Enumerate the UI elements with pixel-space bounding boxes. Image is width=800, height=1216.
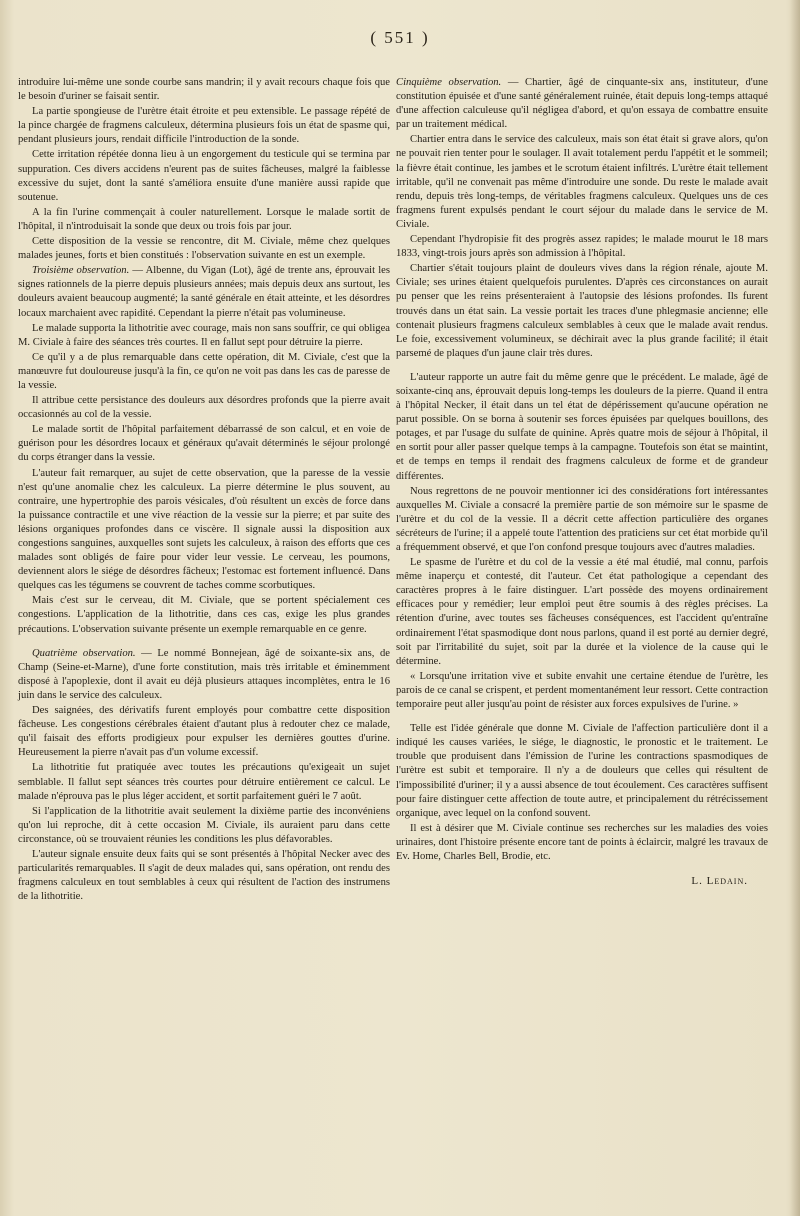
- left-column-paragraph: Il attribue cette persistance des douleurs aux désordres profonds que la pierre avait occasionnés au col de la vessie.: [18, 395, 390, 421]
- left-column-paragraph: Mais c'est sur le cerveau, dit M. Civiale, que se portent spécialement ces congestions. L'application de la lithotritie, dans ces cas, exige les plus grandes précautions. L'observation suivante présente un exemple remarquable en ce genre.: [18, 595, 390, 635]
- right-column-paragraph: Il est à désirer que M. Civiale continue ses recherches sur les maladies des voies urinaires, dont l'histoire présente encore tant de points à éclaircir, malgré les travaux de Ev. Home, Charles Bell, Brodie, etc.: [396, 822, 768, 862]
- left-column-paragraph: Quatrième observation. — Le nommé Bonnejean, âgé de soixante-six ans, de Champ (Seine-et-Marne), d'une forte constitution, mais très irritable et éminemment disposé à l'apoplexie, dont il avait eu déjà plusieurs attaques incomplètes, entra le 16 juin dans le service des calculeux.: [18, 647, 390, 701]
- paragraph-gap: [396, 362, 768, 371]
- right-column-paragraph: L'auteur rapporte un autre fait du même genre que le précédent. Le malade, âgé de soixante-cinq ans, éprouvait depuis long-temps les douleurs de la pierre. Quand il entra à l'hôpital Necker, il était dans un tel état de dépérissement qu'aucune opération ne parut possible. On se borna à soutenir ses forces épuisées par quelques bouillons, des potages, et par l'usage du sulfate de quinine. Après quatre mois de séjour à l'hôpital, il en sortit pour aller passer quelque temps à la campagne. Toutefois son état se maintint, et de temps en temps il rendait des fragmens calculeux de forme et de grandeur différentes.: [396, 371, 768, 482]
- author-signature: L. Ledain.: [691, 875, 748, 888]
- left-column-paragraph: Troisième observation. — Albenne, du Vigan (Lot), âgé de trente ans, éprouvait les signes rationnels de la pierre depuis plusieurs années; mais depuis deux ans surtout, les douleurs avaient beaucoup augmenté; la santé générale en était atteinte, et les désordres locaux marchaient avec rapidité. Cependant la pierre n'était pas volumineuse.: [18, 265, 390, 319]
- right-column-paragraph: Le spasme de l'urètre et du col de la vessie a été mal étudié, mal connu, parfois même inaperçu et contesté, dit l'auteur. Cet état pathologique a cependant des caractères propres à le faire distinguer. L'art possède des moyens ordinairement efficaces pour y remédier; leur emploi peut être soumis à des règles précises. La rétention d'urine, avec toutes ses fâcheuses conséquences, est l'accident qu'entraîne ordinairement l'état spasmodique dont nous parlons, quand il est porté au dernier degré, soit par l'irritabilité du sujet, soit par la durée et la violence de la cause qui le détermine.: [396, 557, 768, 667]
- observation-heading: Troisième observation.: [32, 265, 130, 277]
- left-column-paragraph: Le malade sortit de l'hôpital parfaitement débarrassé de son calcul, et en voie de guérison pour les désordres locaux et généraux qu'avait déterminés le séjour prolongé du corps étranger dans la vessie.: [18, 424, 390, 464]
- left-column-paragraph: introduire lui-même une sonde courbe sans mandrin; il y avait recours chaque fois que le besoin d'uriner se faisait sentir.: [18, 77, 390, 103]
- right-column-paragraph: Telle est l'idée générale que donne M. Civiale de l'affection particulière dont il a indiqué les causes variées, le siége, le diagnostic, le pronostic et le traitement. Le trouble que produisent dans l'émission de l'urine les contractions spasmodiques de l'urètre est subit et temporaire. Il n'y a de douleurs que celles qui résultent de l'impossibilité d'uriner; il y a aussi absence de tout écoulement. Ces caractères suffisent pour faire distinguer cette affection de toute autre, et principalement du rétrécissement organique, avec lequel on la confond souvent.: [396, 723, 768, 819]
- left-column-paragraph: Cette irritation répétée donna lieu à un engorgement du testicule qui se termina par suppuration. Ces divers accidens n'eurent pas de suites fâcheuses, malgré la faiblesse excessive du sujet, dont la santé s'améliora ensuite d'une manière aussi rapide que soutenue.: [18, 149, 390, 203]
- page-number: ( 551 ): [370, 28, 430, 47]
- right-column-paragraph: « Lorsqu'une irritation vive et subite envahit une certaine étendue de l'urètre, les parois de ce canal se crispent, et perdent momentanément leur ressort. Cette contraction temporaire peut aller jusqu'au point de résister aux forces expulsives de l'urine. »: [396, 670, 768, 711]
- right-column-paragraph: Nous regrettons de ne pouvoir mentionner ici des considérations fort intéressantes auxquelles M. Civiale a consacré la première partie de son mémoire sur le spasme de l'urètre et du col de la vessie. Il a décrit cette affection particulière des organes sécréteurs de l'urine; il a appelé toute l'attention des praticiens sur cet état morbide qu'il a fréquemment observé, et que l'on confond presque toujours avec d'autres maladies.: [396, 485, 768, 553]
- right-column-paragraph: Chartier entra dans le service des calculeux, mais son état était si grave alors, qu'on ne pouvait rien tenter pour le soulager. Il avait totalement perdu l'appétit et le sommeil; la fièvre était continue, les jambes et le scrotum étaient infiltrés. L'urètre était tellement irritable, qu'il ne convenait pas même d'introduire une sonde. Du reste le malade avait rendu, depuis très long-temps, de véritables fragmens calculeux. Quelques uns de ces fragmens furent expulsés pendant le court séjour du malade dans le service de M. Civiale.: [396, 134, 768, 230]
- right-column-paragraph: Cependant l'hydropisie fit des progrès assez rapides; le malade mourut le 18 mars 1833, vingt-trois jours après son admission à l'hôpital.: [396, 234, 768, 260]
- left-column-paragraph: Si l'application de la lithotritie avait seulement la dixième partie des inconvéniens qu'on lui reproche, dit à cette occasion M. Civiale, ils auraient paru dans cette circonstance, où se trouvaient réunies les conditions les plus défavorables.: [18, 805, 390, 845]
- left-column-paragraph: Cette disposition de la vessie se rencontre, dit M. Civiale, même chez quelques malades jeunes, forts et bien constitués : l'observation suivante en est un exemple.: [18, 236, 390, 262]
- left-column-paragraph: La partie spongieuse de l'urètre était étroite et peu extensible. Le passage répété de la pince chargée de fragmens calculeux, détermina plusieurs fois un état de spasme qui, pendant plusieurs jours, rendait difficile l'introduction de la sonde.: [18, 106, 390, 146]
- paragraph-gap: [396, 713, 768, 722]
- left-column-paragraph: Ce qu'il y a de plus remarquable dans cette opération, dit M. Civiale, c'est que la manœuvre fut douloureuse jusqu'à la fin, ce qu'on ne voit pas dans les cas de paresse de la vessie.: [18, 351, 390, 391]
- right-column-paragraph: Chartier s'était toujours plaint de douleurs vives dans la région rénale, ajoute M. Civiale; ses urines étaient quelquefois purulentes. D'après ces circonstances on aurait pu penser que les reins présenteraient à l'autopsie des lésions profondes. Ils furent trouvés dans un état sain. La vessie portait les traces d'une phlegmasie ancienne; elle contenait plusieurs fragmens calculeux semblables à ceux que le malade avait rendus. Le foie, excessivement volumineux, se déchirait avec la plus grande facilité; il était parsemé de plaques d'un jaune clair très dures.: [396, 263, 768, 359]
- left-column: [18, 76, 390, 905]
- observation-heading: Cinquième observation.: [396, 77, 502, 88]
- right-column-paragraph: Cinquième observation. — Chartier, âgé de cinquante-six ans, instituteur, d'une constitution épuisée et d'une santé généralement ruinée, était depuis long-temps attaqué d'une affection calculeuse qu'il négligea d'abord, et qu'on essaya de combattre ensuite par un traitement médical.: [396, 77, 768, 131]
- left-column-paragraph: A la fin l'urine commençait à couler naturellement. Lorsque le malade sortit de l'hôpital, il n'introduisait la sonde que deux ou trois fois par jour.: [18, 206, 390, 232]
- left-column-paragraph: La lithotritie fut pratiquée avec toutes les précautions qu'exigeait un sujet semblable. Il fallut sept séances très courtes pour détruire entièrement ce calcul. Le malade n'éprouva pas le plus léger accident, et sortit parfaitement guéri le 7 août.: [18, 762, 390, 802]
- left-column-paragraph: L'auteur fait remarquer, au sujet de cette observation, que la paresse de la vessie n'est qu'une anomalie chez les calculeux. La pierre détermine le plus souvent, au contraire, une hypertrophie des parois vésicales, d'où résultent un excès de force dans la puissance contractile et une vive réaction de la vessie sur la pierre; et par suite des lésions organiques profondes dans ce viscère. Il signale aussi la disposition aux congestions sanguines, auxquelles sont sujets les calculeux, à raison des efforts que ces malades sont obligés de faire pour vider leur vessie. Le cerveau, les poumons, deviennent alors le siége de désordres fâcheux; l'estomac est fortement influencé. Dans quelques cas les tégumens se couvrent de taches comme scorbutiques.: [18, 467, 390, 592]
- left-column-paragraph: L'auteur signale ensuite deux faits qui se sont présentés à l'hôpital Necker avec des particularités remarquables. Il s'agit de deux malades qui, sans opération, ont rendu des fragmens calculeux en tout semblables à ceux qui résultent de l'action des instrumens de la lithotritie.: [18, 848, 390, 903]
- left-column-paragraph: Le malade supporta la lithotritie avec courage, mais non sans souffrir, ce qui obligea M. Civiale à faire des séances très courtes. Il en fallut sept pour détruire la pierre.: [18, 322, 390, 348]
- paragraph-gap: [18, 638, 390, 647]
- right-column: [396, 76, 768, 888]
- left-column-paragraph: Des saignées, des dérivatifs furent employés pour combattre cette disposition fâcheuse. Les congestions cérébrales étaient d'autant plus à redouter chez ce malade, qu'il faisait des efforts prodigieux pour expulser les dernières gouttes d'urine. Heureusement la pierre n'avait pas d'un volume excessif.: [18, 705, 390, 759]
- observation-heading: Quatrième observation.: [32, 647, 136, 659]
- page-edge-shadow: [790, 0, 800, 1216]
